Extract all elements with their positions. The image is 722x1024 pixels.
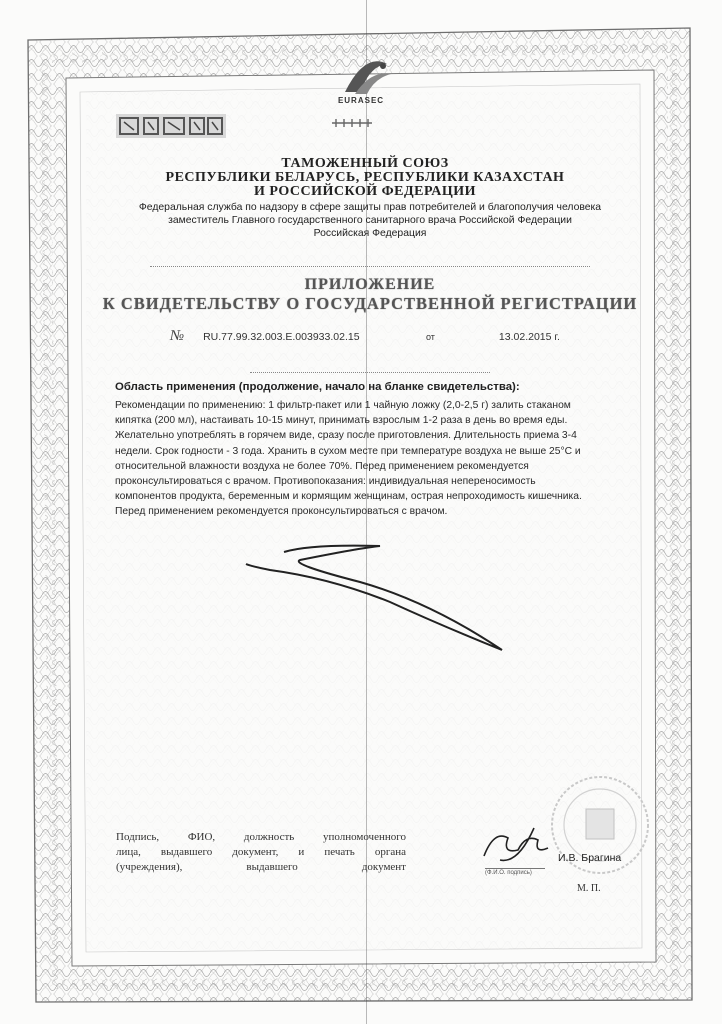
logo-text: EURASEC (337, 96, 385, 105)
from-word: от (426, 332, 435, 342)
scope-heading: Область применения (продолжение, начало на бланке свидетельства): (115, 381, 520, 393)
small-emblem-icon (330, 116, 374, 130)
cancellation-stroke (240, 530, 520, 660)
service-line2: заместитель Главного государственного санитарного врача Российской Федерации (168, 215, 572, 226)
footer-line: (учреждения), выдавшего документ (116, 861, 406, 873)
union-title-line2: РЕСПУБЛИКИ БЕЛАРУСЬ, РЕСПУБЛИКИ КАЗАХСТАН (165, 170, 565, 185)
annex-title-line1: ПРИЛОЖЕНИЕ (304, 276, 436, 293)
separator-line (250, 372, 490, 374)
footer-line: Подпись, ФИО, должность уполномоченного (116, 831, 406, 843)
body-line: Рекомендации по применению: 1 фильтр-пакет или 1 чайную ложку (2,0-2,5 г) залить стаканом (115, 400, 571, 411)
service-line3: Российская Федерация (313, 228, 427, 239)
body-line: проконсультироваться с врачом. Противопоказания: индивидуальная непереносимость (115, 476, 536, 488)
footer-caption (116, 830, 406, 875)
official-signature (478, 820, 558, 870)
body-line: недели. Срок годности - 3 года. Хранить в сухом месте при температуре воздуха не выше 25°С и (115, 445, 581, 457)
signature-caption: (Ф.И.О. подпись) (485, 868, 545, 876)
body-text (115, 398, 635, 520)
number-sign: № (170, 328, 185, 344)
registration-number: RU.77.99.32.003.E.003933.02.15 (203, 331, 360, 343)
footer-line: лица, выдавшего документ, и печать органа (116, 846, 406, 858)
emblem-strip-icon (116, 108, 226, 148)
body-line: компонентов продукта, беременным и кормящим женщинам, острая непроходимость кишечника. (115, 491, 582, 503)
body-line: относительной влажности воздуха не более 70%. Перед применением рекомендуется (115, 460, 529, 472)
union-title-line3: И РОССИЙСКОЙ ФЕДЕРАЦИИ (254, 184, 476, 199)
body-line: Желательно употреблять в горячем виде, сразу после приготовления. Длительность приема 3-4 (115, 430, 577, 442)
service-line1: Федеральная служба по надзору в сфере защиты прав потребителей и благополучия человека (138, 202, 602, 213)
body-line: Перед применением рекомендуется проконсультироваться с врачом. (115, 506, 448, 518)
registration-row (170, 328, 560, 345)
body-line: кипятка (200 мл), настаивать 10-15 минут, принимать взрослым 1-2 раза в день во время еды. (115, 415, 568, 427)
annex-title-line2: К СВИДЕТЕЛЬСТВУ О ГОСУДАРСТВЕННОЙ РЕГИСТРАЦИИ (102, 294, 638, 313)
union-title-line1: ТАМОЖЕННЫЙ СОЮЗ (281, 156, 449, 171)
micro-print-line (150, 266, 590, 268)
stamp-place-mark: М. П. (577, 883, 601, 894)
registration-date: 13.02.2015 г. (498, 331, 560, 343)
signer-name: И.В. Брагина (558, 852, 622, 864)
